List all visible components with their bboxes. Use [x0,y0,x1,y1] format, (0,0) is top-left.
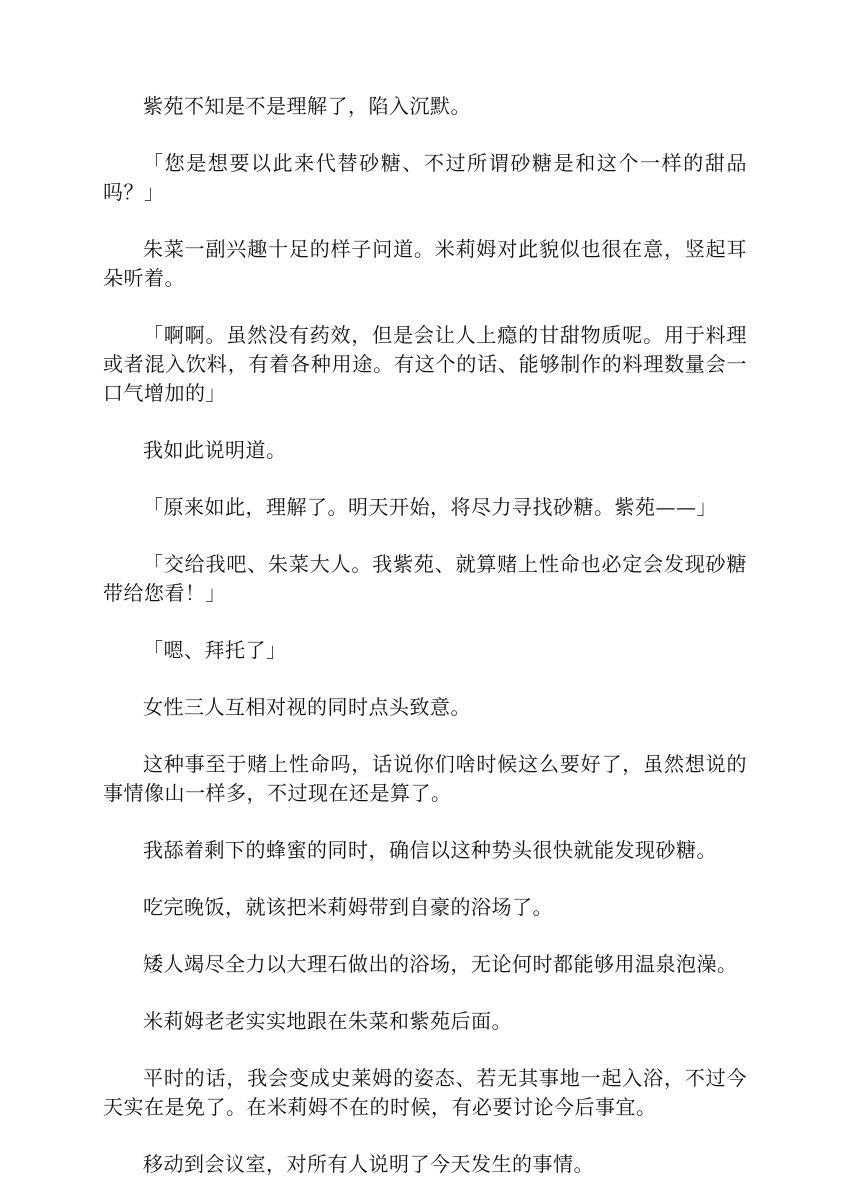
paragraph: 朱菜一副兴趣十足的样子问道。米莉姆对此貌似也很在意，竖起耳朵听着。 [103,237,747,290]
paragraph: 平时的话，我会变成史莱姆的姿态、若无其事地一起入浴，不过今天实在是免了。在米莉姆不在的时候，有必要讨论今后事宜。 [103,1066,747,1119]
paragraph: 「嗯、拜托了」 [143,638,287,662]
paragraph: 我如此说明道。 [143,438,287,462]
paragraph: 「原来如此，理解了。明天开始，将尽力寻找砂糖。紫苑——」 [143,495,717,519]
paragraph: 米莉姆老老实实地跟在朱菜和紫苑后面。 [143,1009,512,1033]
paragraph: 紫苑不知是不是理解了，陷入沉默。 [143,94,471,118]
paragraph: 我舔着剩下的蜂蜜的同时，确信以这种势头很快就能发现砂糖。 [143,838,717,862]
paragraph: 「您是想要以此来代替砂糖、不过所谓砂糖是和这个一样的甜品吗？」 [103,151,747,204]
paragraph: 移动到会议室，对所有人说明了今天发生的事情。 [143,1152,594,1176]
paragraph: 吃完晚饭，就该把米莉姆带到自豪的浴场了。 [143,895,553,919]
paragraph: 矮人竭尽全力以大理石做出的浴场，无论何时都能够用温泉泡澡。 [143,952,738,976]
paragraph: 「交给我吧、朱菜大人。我紫苑、就算赌上性命也必定会发现砂糖带给您看！」 [103,552,747,605]
paragraph: 「啊啊。虽然没有药效，但是会让人上瘾的甘甜物质呢。用于料理或者混入饮料，有着各种用途。有这个的话、能够制作的料理数量会一口气增加的」 [103,323,747,405]
paragraph: 这种事至于赌上性命吗，话说你们啥时候这么要好了，虽然想说的事情像山一样多，不过现在还是算了。 [103,752,747,805]
paragraph: 女性三人互相对视的同时点头致意。 [143,695,471,719]
